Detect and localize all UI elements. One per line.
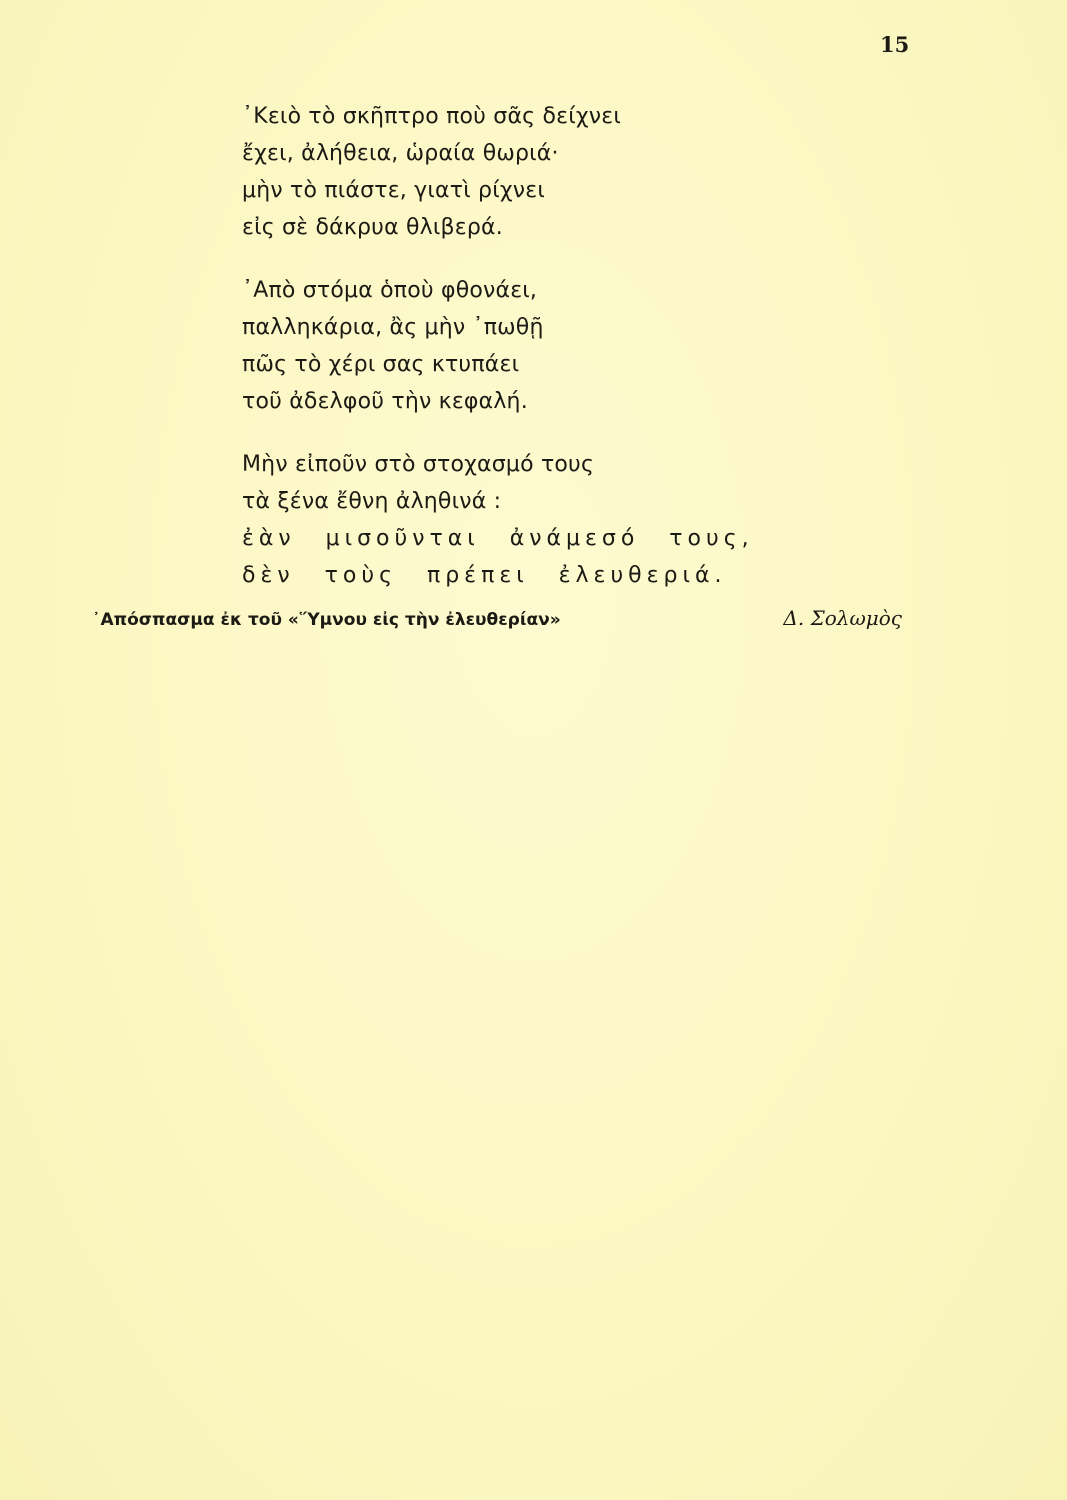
attribution [92, 606, 902, 630]
poem-line: τοῦ ἀδελφοῦ τὴν κεφαλή. [242, 389, 528, 414]
author-name: Δ. Σολωμὸς [783, 606, 902, 630]
stanza-1 [242, 98, 862, 246]
poem-line: τὰ ξένα ἔθνη ἀληθινά : [242, 489, 502, 514]
poem-line: Μὴν εἰποῦν στὸ στοχασμό τους [242, 452, 595, 477]
stanza-2 [242, 272, 862, 420]
poem-line: εἰς σὲ δάκρυα θλιβερά. [242, 215, 503, 240]
poem-line: ᾿Κειὸ τὸ σκῆπτρο ποὺ σᾶς δείχνει [242, 104, 621, 129]
poem-line: ᾿Απὸ στόμα ὁποὺ φθονάει, [242, 278, 538, 303]
page-number: 15 [880, 32, 910, 57]
poem [242, 98, 862, 620]
poem-line-emphasized: ἐὰν μισοῦνται ἀνάμεσό τους, [242, 526, 754, 551]
poem-line: ἔχει, ἀλήθεια, ὡραία θωριά· [242, 141, 559, 166]
stanza-3 [242, 446, 862, 594]
poem-line-emphasized: δὲν τοὺς πρέπει ἐλευθεριά. [242, 563, 727, 588]
poem-line: παλληκάρια, ἂς μὴν ᾿πωθῇ [242, 315, 544, 340]
source-citation: ᾿Απόσπασμα ἐκ τοῦ «῞Υμνου εἰς τὴν ἐλευθερίαν» [92, 610, 561, 630]
poem-line: πῶς τὸ χέρι σας κτυπάει [242, 352, 520, 377]
poem-line: μὴν τὸ πιάστε, γιατὶ ρίχνει [242, 178, 545, 203]
